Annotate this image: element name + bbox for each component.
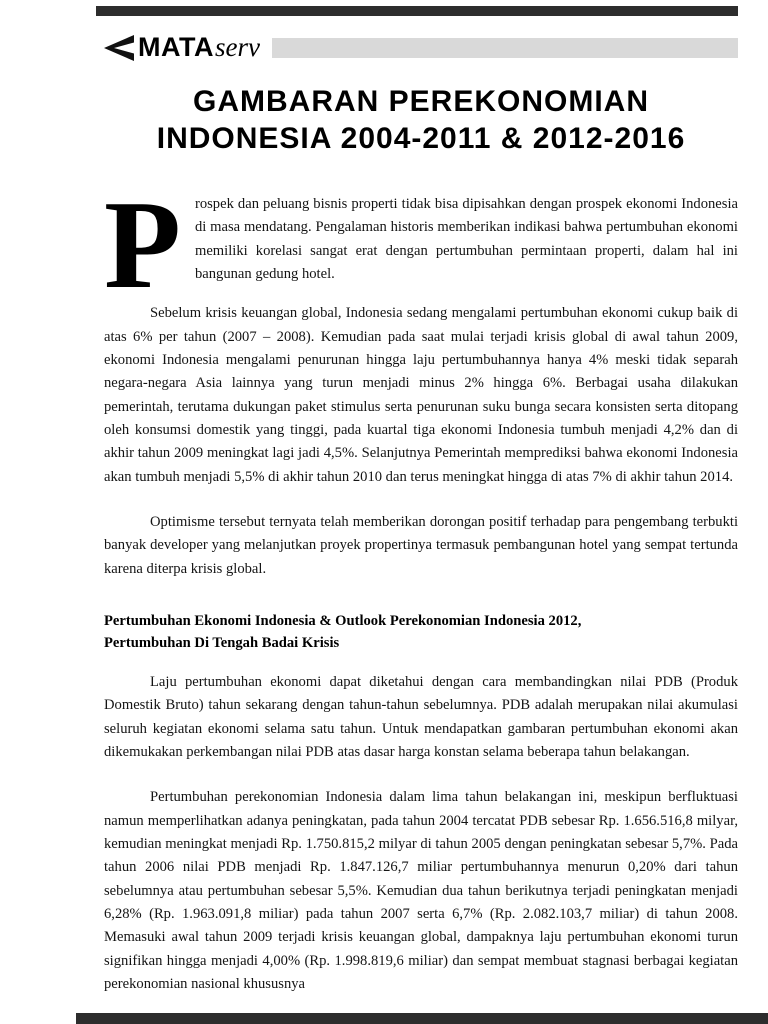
chevron-left-icon [104, 35, 134, 61]
document-title [104, 85, 738, 155]
brand-name-bold: MATA [138, 32, 214, 62]
header [104, 32, 738, 63]
title-line-1: GAMBARAN PEREKONOMIAN [193, 85, 649, 118]
paragraph-pdb-growth: Pertumbuhan perekonomian Indonesia dalam lima tahun belakangan ini, meskipun berfluktuasi namun memperlihatkan adanya peningkatan, pada tahun 2004 tercatat PDB sebesar Rp. 1.656.516,8 milyar, kemudian meningkat menjadi Rp. 1.750.815,2 milyar di tahun 2005 dengan peningkatan sebesar 5,7%. Pada tahun 2006 nilai PDB menjadi Rp. 1.847.126,7 miliar pertumbuhannya menurun 0,20% dari tahun sebelumnya atau pertumbuhan sebesar 5,5%. Kemudian dua tahun berikutnya terjadi peningkatan menjadi 6,28% (Rp. 1.963.091,8 miliar) pada tahun 2007 serta 6,7% (Rp. 2.082.103,7 miliar) di tahun 2008. Memasuki awal tahun 2009 terjadi krisis keuangan global, dampaknya laju pertumbuhan ekonomi turun signifikan hingga menjadi 4,00% (Rp. 1.998.819,6 miliar) dan sempat membuat stagnasi berbagai kegiatan perekonomian nasional khususnya [104, 789, 738, 993]
section-heading-line-1: Pertumbuhan Ekonomi Indonesia & Outlook Perekonomian Indonesia 2012, [104, 613, 582, 630]
paragraph-intro-text: rospek dan peluang bisnis properti tidak bisa dipisahkan dengan prospek ekonomi Indonesia di masa mendatang. Pengalaman historis memberikan indikasi bahwa pertumbuhan ekonomi memiliki korelasi sangat erat dengan pertumbuhan permintaan properti, dalam hal ini bangunan gedung hotel. [194, 196, 738, 283]
brand-name-italic: serv [214, 32, 260, 62]
bottom-decorative-bar [76, 1013, 768, 1024]
title-line-2: INDONESIA 2004-2011 & 2012-2016 [156, 122, 686, 155]
header-gray-bar [272, 38, 738, 58]
dropcap-letter: P [104, 176, 181, 315]
brand-logo [104, 32, 260, 63]
paragraph-crisis: Sebelum krisis keuangan global, Indonesia sedang mengalami pertumbuhan ekonomi cukup baik di atas 6% per tahun (2007 – 2008). Kemudian pada saat mulai terjadi krisis global di awal tahun 2009, ekonomi Indonesia mengalami penurunan hingga laju pertumbuhannya hanya 4% meski tidak separah negara-negara Asia lainnya yang turun menjadi minus 2% hingga 6%. Berbagai usaha dilakukan pemerintah, terutama dukungan paket stimulus serta penurunan suku bunga secara konsisten serta ditopang oleh konsumsi domestik yang tinggi, pada kuartal tiga ekonomi Indonesia tumbuh menjadi 4,2% dan di akhir tahun 2009 meningkat lagi jadi 4,5%. Selanjutnya Pemerintah memprediksi bahwa ekonomi Indonesia akan tumbuh menjadi 5,5% di akhir tahun 2010 dan terus meningkat hingga di atas 7% di akhir tahun 2014. [104, 305, 738, 485]
paragraph-pdb-definition: Laju pertumbuhan ekonomi dapat diketahui dengan cara membandingkan nilai PDB (Produk Domestik Bruto) tahun sekarang dengan tahun-tahun sebelumnya. PDB adalah merupakan nilai akumulasi seluruh kegiatan ekonomi selama satu tahun. Untuk mendapatkan gambaran pertumbuhan ekonomi akan dikemukakan perkembangan nilai PDB atas dasar harga konstan selama beberapa tahun belakangan. [104, 673, 738, 760]
section-heading-line-2: Pertumbuhan Di Tengah Badai Krisis [104, 635, 340, 652]
section-heading [104, 611, 738, 655]
paragraph-intro [104, 176, 738, 315]
top-decorative-bar [96, 6, 738, 16]
document-body [104, 176, 738, 996]
paragraph-optimism: Optimisme tersebut ternyata telah memberikan dorongan positif terhadap para pengembang terbukti banyak developer yang melanjutkan proyek propertinya termasuk pembangunan hotel yang sempat tertunda karena diterpa krisis global. [104, 514, 738, 577]
